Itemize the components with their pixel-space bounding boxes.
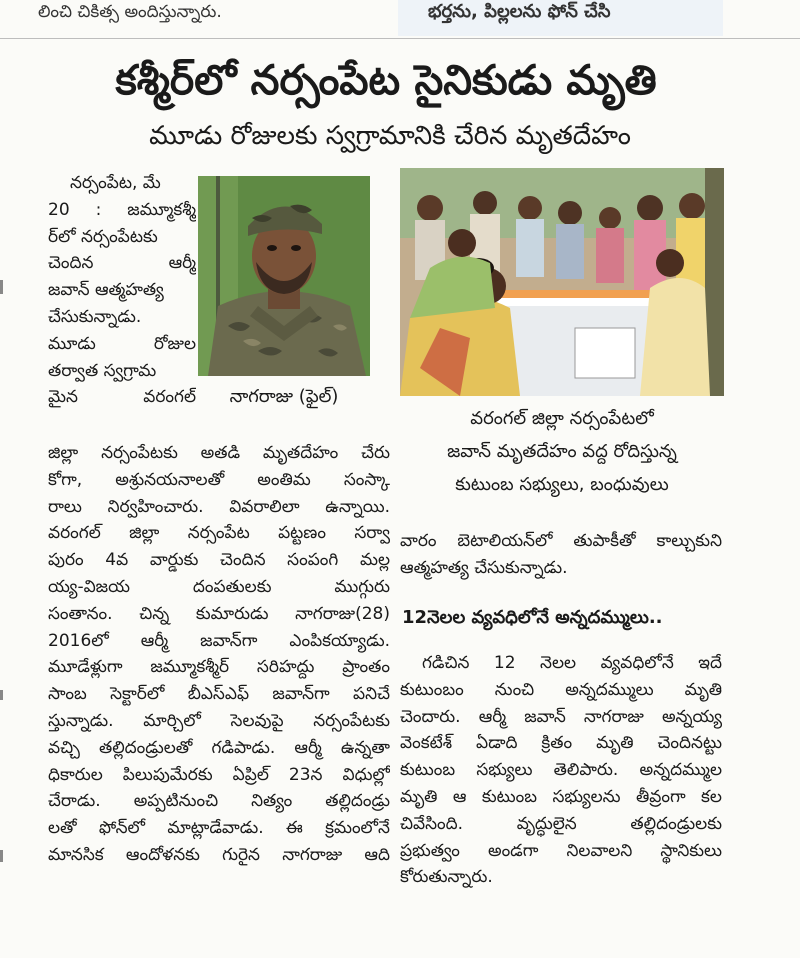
edge-mark bbox=[0, 850, 3, 862]
caption-line: వరంగల్ జిల్లా నర్సంపేటలో bbox=[470, 408, 654, 429]
body-line: సంతానం. చిన్న కుమారుడు నాగరాజు(28) bbox=[48, 603, 390, 624]
body-line: 2016లో ఆర్మీ జవాన్‌గా ఎంపికయ్యాడు. bbox=[48, 630, 390, 651]
caption-line: జవాన్ మృతదేహం వద్ద రోదిస్తున్న bbox=[447, 441, 677, 462]
headline: కశ్మీర్‌లో నర్సంపేట సైనికుడు మృతి bbox=[115, 56, 657, 104]
body-left-narrow bbox=[48, 170, 196, 411]
body-line: మైన వరంగల్ bbox=[48, 387, 196, 408]
body-line: చివేసింది. వృద్ధులైన తల్లిదండ్రులకు bbox=[400, 813, 722, 834]
body-line: య్య-విజయ దంపతులకు ముగ్గురు bbox=[48, 576, 390, 597]
body-line: జవాన్ ఆత్మహత్య bbox=[48, 280, 164, 301]
soldier-portrait-icon bbox=[198, 176, 370, 376]
adjacent-box-fragment: భర్తను, పిల్లలను ఫోన్ చేసి bbox=[428, 1, 611, 22]
section-subheading: 12నెలల వ్యవధిలోనే అన్నదమ్ములు.. bbox=[402, 607, 663, 628]
body-line: కోగా, అశ్రునయనాలతో అంతిమ సంస్కా bbox=[48, 469, 390, 490]
body-line: జిల్లా నర్సంపేటకు అతడి మృతదేహం చేరు bbox=[48, 443, 390, 463]
body-line: మూడు రోజుల bbox=[48, 333, 196, 354]
body-line: 20 : జమ్మూకశ్మీ bbox=[48, 199, 196, 220]
body-line: చేరాడు. అప్పటినుంచి నిత్యం తల్లిదండ్రు bbox=[48, 791, 390, 812]
body-line: వెంకటేశ్ ఏడాది క్రితం మృతి చెందినట్టు bbox=[400, 733, 722, 754]
body-line: నర్సంపేట, మే bbox=[70, 173, 161, 193]
body-right-top bbox=[400, 528, 722, 582]
body-line: మూడేళ్లుగా జమ్మూకశ్మీర్ సరిహద్దు ప్రాంతం bbox=[48, 657, 390, 678]
body-line: ర్‌లో నర్సంపేటకు bbox=[48, 226, 158, 247]
body-right-bottom bbox=[400, 650, 722, 891]
body-line: కుటుంబ సభ్యులు తెలిపారు. అన్నదమ్ముల bbox=[400, 760, 722, 781]
body-line: చెందిన ఆర్మీ bbox=[48, 253, 196, 274]
section-divider bbox=[0, 38, 800, 39]
body-line: లతో ఫోన్‌లో మాట్లాడేవాడు. ఈ క్రమంలోనే bbox=[48, 818, 390, 839]
mourning-photo-caption bbox=[400, 402, 724, 501]
body-line: వచ్చి తల్లిదండ్రులతో గడిపాడు. ఆర్మీ ఉన్నతా bbox=[48, 737, 390, 758]
edge-mark bbox=[0, 280, 3, 294]
body-line: ప్రభుత్వం అండగా నిలవాలని స్థానికులు bbox=[400, 840, 722, 861]
body-line: ధికారుల పిలుపుమేరకు ఏప్రిల్ 23న విధుల్లో bbox=[48, 764, 390, 785]
edge-mark bbox=[0, 690, 3, 700]
body-line: సాంబ సెక్టార్‌లో బీఎస్ఎఫ్ జవాన్‌గా పనిచే bbox=[48, 684, 390, 705]
body-left-full bbox=[48, 440, 390, 869]
body-line: తర్వాత స్వగ్రామ bbox=[48, 360, 157, 381]
body-line: వరంగల్ జిల్లా నర్సంపేట పట్టణం సర్వా bbox=[48, 523, 390, 544]
body-line: చేసుకున్నాడు. bbox=[48, 306, 142, 327]
body-line: చెందారు. ఆర్మీ జవాన్ నాగరాజు అన్నయ్య bbox=[400, 706, 722, 727]
body-line: కోరుతున్నారు. bbox=[400, 867, 493, 888]
body-line: వారం బెటాలియన్‌లో తుపాకీతో కాల్చుకుని bbox=[400, 531, 722, 551]
soldier-photo bbox=[198, 176, 370, 376]
body-line: స్తున్నాడు. మార్చిలో సెలవుపై నర్సంపేటకు bbox=[48, 710, 390, 731]
body-line: పురం 4వ వార్డుకు చెందిన సంపంగి మల్ల bbox=[48, 550, 390, 571]
body-line: కుటుంబం నుంచి అన్నదమ్ములు మృతి bbox=[400, 679, 722, 700]
body-line: మానసిక ఆందోళనకు గురైన నాగరాజు ఆది bbox=[48, 844, 390, 865]
body-line: ఆత్మహత్య చేసుకున్నాడు. bbox=[400, 557, 568, 578]
previous-article-fragment: లించి చికిత్స అందిస్తున్నారు. bbox=[38, 2, 222, 22]
mourning-scene-icon bbox=[400, 168, 724, 396]
subheadline: మూడు రోజులకు స్వగ్రామానికి చేరిన మృతదేహం bbox=[149, 121, 631, 151]
body-line: మృతి ఆ కుటుంబ సభ్యులను తీవ్రంగా కల bbox=[400, 786, 722, 807]
mourning-family-photo bbox=[400, 168, 724, 396]
caption-line: కుటుంబ సభ్యులు, బంధువులు bbox=[455, 474, 669, 495]
body-line: రాలు నిర్వహించారు. వివరాలిలా ఉన్నాయి. bbox=[48, 496, 390, 517]
body-line: గడిచిన 12 నెలల వ్యవధిలోనే ఇదే bbox=[422, 653, 722, 673]
soldier-photo-caption: నాగరాజు (ఫైల్) bbox=[229, 386, 339, 407]
